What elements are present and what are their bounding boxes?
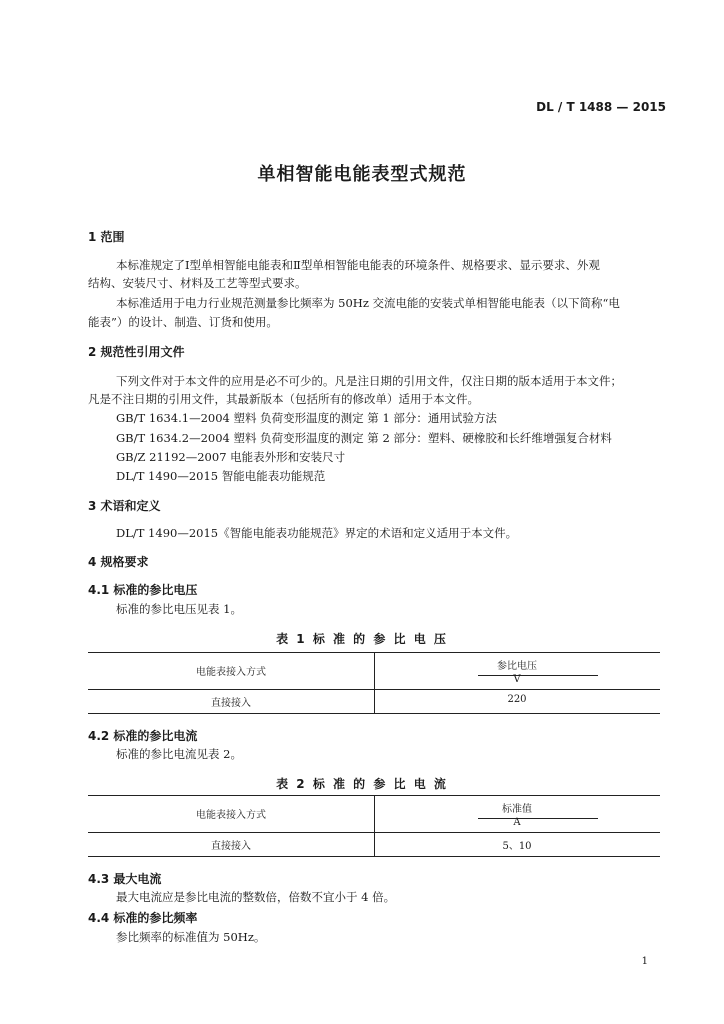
section-4-3-text: 最大电流应是参比电流的整数倍，倍数不宜小于 4 倍。 bbox=[116, 890, 396, 904]
table-2-header-unit: A bbox=[513, 817, 521, 828]
section-3-paragraph: DL/T 1490—2015《智能电能表功能规范》界定的术语和定义适用于本文件。 bbox=[116, 526, 518, 540]
table-1-header-mode: 电能表接入方式 bbox=[196, 667, 266, 678]
section-4-1-text: 标准的参比电压见表 1。 bbox=[116, 602, 242, 616]
reference-item: GB/T 1634.2—2004 塑料 负荷变形温度的测定 第 2 部分：塑料、硬橡胶和长纤维增强复合材料 bbox=[116, 431, 612, 445]
section-4-4-heading: 4.4 标准的参比频率 bbox=[88, 911, 198, 925]
table-2-header-current: 标准值 bbox=[502, 804, 532, 815]
document-title: 单相智能电能表型式规范 bbox=[257, 164, 467, 185]
table-rule bbox=[88, 689, 660, 690]
table-2-caption: 表 2 标 准 的 参 比 电 流 bbox=[276, 777, 448, 791]
section-2-paragraph-line-1: 下列文件对于本文件的应用是必不可少的。凡是注日期的引用文件，仅注日期的版本适用于本文件； bbox=[116, 374, 622, 388]
section-1-paragraph-1-line-2: 结构、安装尺寸、材料及工艺等型式要求。 bbox=[88, 276, 307, 290]
section-4-4-text: 参比频率的标准值为 50Hz。 bbox=[116, 930, 266, 944]
reference-item: DL/T 1490—2015 智能电能表功能规范 bbox=[116, 469, 326, 483]
section-1-heading: 1 范围 bbox=[88, 230, 125, 244]
table-2-cell-value: 5、10 bbox=[502, 841, 532, 852]
reference-item: GB/T 1634.1—2004 塑料 负荷变形温度的测定 第 1 部分：通用试验方法 bbox=[116, 411, 497, 425]
section-4-1-heading: 4.1 标准的参比电压 bbox=[88, 583, 198, 597]
section-1-paragraph-2-line-2: 能表”）的设计、制造、订货和使用。 bbox=[88, 315, 278, 329]
section-4-2-heading: 4.2 标准的参比电流 bbox=[88, 729, 198, 743]
table-1-header-voltage: 参比电压 bbox=[497, 661, 537, 672]
section-4-heading: 4 规格要求 bbox=[88, 555, 149, 569]
table-2-header-mode: 电能表接入方式 bbox=[196, 810, 266, 821]
section-4-3-heading: 4.3 最大电流 bbox=[88, 872, 162, 886]
table-1-header-unit: V bbox=[513, 674, 521, 685]
table-2 bbox=[88, 795, 660, 857]
page-number: 1 bbox=[641, 956, 648, 967]
section-2-heading: 2 规范性引用文件 bbox=[88, 345, 185, 359]
standard-number: DL / T 1488 — 2015 bbox=[536, 100, 666, 114]
table-1-cell-mode: 直接接入 bbox=[211, 698, 251, 709]
section-1-paragraph-2-line-1: 本标准适用于电力行业规范测量参比频率为 50Hz 交流电能的安装式单相智能电能表（以下简称“电 bbox=[116, 296, 620, 310]
section-4-2-text: 标准的参比电流见表 2。 bbox=[116, 747, 242, 761]
section-2-paragraph-line-2: 凡是不注日期的引用文件，其最新版本（包括所有的修改单）适用于本文件。 bbox=[88, 392, 479, 406]
section-1-paragraph-1-line-1: 本标准规定了Ⅰ型单相智能电能表和Ⅱ型单相智能电能表的环境条件、规格要求、显示要求、外观 bbox=[116, 258, 600, 272]
table-2-cell-mode: 直接接入 bbox=[211, 841, 251, 852]
table-1-caption: 表 1 标 准 的 参 比 电 压 bbox=[276, 632, 448, 646]
reference-item: GB/Z 21192—2007 电能表外形和安装尺寸 bbox=[116, 450, 346, 464]
section-3-heading: 3 术语和定义 bbox=[88, 499, 161, 513]
table-1 bbox=[88, 652, 660, 714]
table-1-cell-value: 220 bbox=[507, 694, 527, 705]
table-rule bbox=[88, 832, 660, 833]
